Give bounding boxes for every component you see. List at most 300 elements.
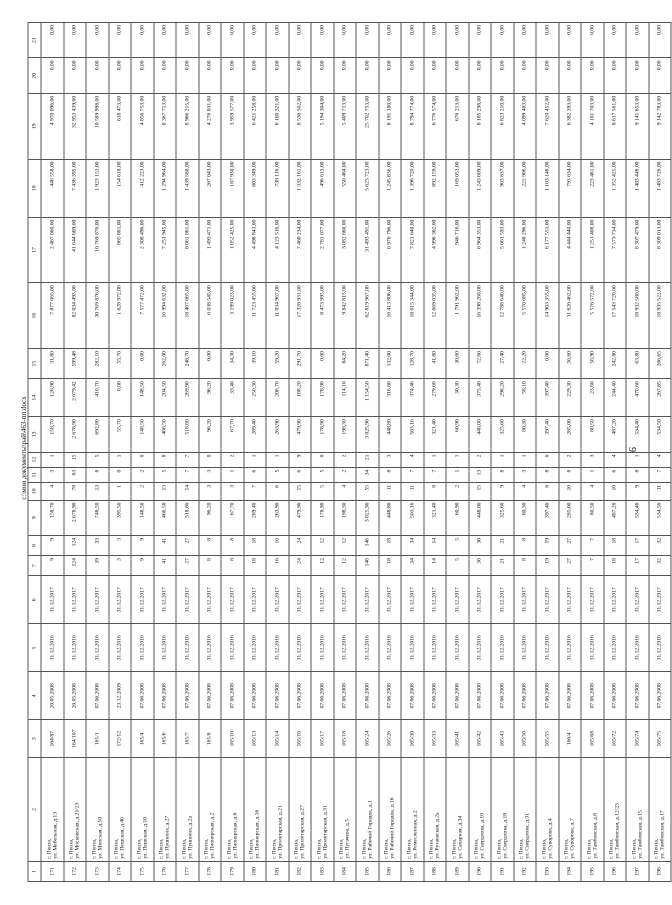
- table-cell: 178,90: [311, 417, 334, 452]
- column-header: 17: [28, 217, 41, 283]
- table-cell: 31.12.2016: [244, 624, 267, 672]
- table-cell: 397,40: [536, 417, 559, 452]
- table-cell: 7 573 734,00: [604, 217, 627, 283]
- table-cell: 0,00: [266, 23, 289, 59]
- table-cell: 4: [581, 482, 604, 500]
- table-cell: 4 101 703,00: [581, 93, 604, 159]
- table-cell: 124: [64, 535, 87, 555]
- table-cell: 31,80: [41, 349, 64, 379]
- table-cell: 1 332 161,00: [289, 159, 312, 217]
- table-cell: 30: [469, 556, 492, 576]
- table-cell: 165/68: [581, 720, 604, 758]
- table-cell: 187: [401, 861, 424, 881]
- table-cell: 5: [446, 535, 469, 555]
- table-cell: 1 251 408,00: [581, 217, 604, 283]
- table-row: [604, 23, 627, 882]
- table-cell: 2 678,90: [64, 417, 87, 452]
- table-cell: 80,50: [581, 500, 604, 535]
- table-cell: 27: [559, 535, 582, 555]
- column-header: 4: [28, 672, 41, 720]
- table-cell: 325,60: [491, 417, 514, 452]
- table-cell: 31.12.2017: [64, 576, 87, 624]
- table-cell: 07.06.2008: [289, 672, 312, 720]
- table-cell: 5 409 713,00: [334, 93, 357, 159]
- table-cell: 39,10: [244, 349, 267, 379]
- table-cell: 479,90: [289, 417, 312, 452]
- table-cell: 1: [424, 452, 447, 467]
- table-cell: 289,40: [244, 500, 267, 535]
- table-cell: 1 439 580,00: [176, 159, 199, 217]
- table-cell: 395,50: [109, 500, 132, 535]
- table-cell: 0,00: [199, 58, 222, 93]
- table-cell: 1: [581, 467, 604, 482]
- table-cell: 31.12.2016: [221, 624, 244, 672]
- table-cell: 470,60: [626, 379, 649, 417]
- table-cell: 31.12.2017: [109, 576, 132, 624]
- table-cell: 12 669 035,00: [424, 283, 447, 349]
- table-cell: 5: [311, 482, 334, 500]
- table-cell: 31.12.2016: [581, 624, 604, 672]
- table-cell: 9: [41, 535, 64, 555]
- address-cell: г. Пенза, ул. Мебельная, д.13: [41, 758, 64, 862]
- table-cell: 18: [379, 556, 402, 576]
- table-row: [649, 23, 672, 882]
- table-cell: 466,50: [154, 417, 177, 452]
- column-header: 12: [28, 452, 41, 467]
- table-cell: 0,00: [626, 58, 649, 93]
- table-cell: 374,46: [401, 379, 424, 417]
- address-cell: г. Пенза, ул. Рабочий Городок, д.1: [356, 758, 379, 862]
- table-cell: 4 996 302,00: [424, 217, 447, 283]
- table-cell: 72,60: [469, 349, 492, 379]
- table-cell: 0,00: [469, 23, 492, 59]
- table-cell: 262,00: [154, 349, 177, 379]
- table-cell: 31.12.2016: [266, 624, 289, 672]
- table-cell: 206,70: [266, 379, 289, 417]
- table-cell: 78: [64, 482, 87, 500]
- table-cell: 18 015 344,00: [401, 283, 424, 349]
- table-cell: 0,00: [401, 58, 424, 93]
- table-cell: 185: [356, 861, 379, 881]
- table-cell: 172: [64, 861, 87, 881]
- table-cell: 178,90: [311, 500, 334, 535]
- table-cell: 182: [289, 861, 312, 881]
- table-cell: 5 576 572,00: [581, 283, 604, 349]
- table-cell: 165/50: [514, 720, 537, 758]
- table-cell: 1 352 425,00: [604, 159, 627, 217]
- table-cell: 13: [154, 482, 177, 500]
- table-cell: 10 589 998,00: [86, 93, 109, 159]
- table-cell: 07.06.2008: [131, 672, 154, 720]
- table-cell: 0,00: [221, 58, 244, 93]
- table-cell: 114,10: [334, 379, 357, 417]
- table-cell: 194: [559, 861, 582, 881]
- table-cell: 9: [131, 556, 154, 576]
- table-cell: 41,80: [424, 349, 447, 379]
- table-cell: 618 473,00: [109, 93, 132, 159]
- table-cell: 6 177 553,00: [536, 217, 559, 283]
- table-cell: 165/55: [536, 720, 559, 758]
- table-cell: 55: [356, 482, 379, 500]
- table-cell: 31.12.2016: [604, 624, 627, 672]
- table-cell: 487,20: [604, 500, 627, 535]
- table-row: [154, 23, 177, 882]
- table-cell: 30: [469, 535, 492, 555]
- table-cell: 11 034 967,00: [266, 283, 289, 349]
- table-cell: 229,30: [559, 379, 582, 417]
- table-row: [64, 23, 87, 882]
- table-cell: 165/72: [604, 720, 627, 758]
- table-cell: 7 460 234,00: [289, 217, 312, 283]
- table-cell: 67,70: [221, 500, 244, 535]
- table-cell: 550 464,00: [334, 159, 357, 217]
- table-cell: 8: [221, 556, 244, 576]
- table-row: [266, 23, 289, 882]
- table-cell: 5 570 685,00: [514, 283, 537, 349]
- table-cell: 07.06.2008: [469, 672, 492, 720]
- table-cell: 198,30: [334, 417, 357, 452]
- table-cell: 154 618,00: [109, 159, 132, 217]
- table-cell: 180: [244, 861, 267, 881]
- column-header: 2: [28, 758, 41, 862]
- table-cell: 9 141 653,00: [626, 93, 649, 159]
- column-header: 7: [28, 556, 41, 576]
- table-cell: 267,85: [649, 379, 672, 417]
- address-cell: г. Пенза, ул. Пролетарская, д.31: [311, 758, 334, 862]
- address-cell: г. Пенза, ул. Свердлова, д.31: [514, 758, 537, 862]
- table-cell: 8: [514, 556, 537, 576]
- column-header: 16: [28, 283, 41, 349]
- table-cell: 31.12.2017: [626, 576, 649, 624]
- table-cell: 448,00: [469, 417, 492, 452]
- table-cell: 30 769 876,00: [86, 283, 109, 349]
- table-cell: 0,00: [536, 349, 559, 379]
- table-cell: 31 493 491,00: [356, 217, 379, 283]
- table-cell: 148,50: [131, 500, 154, 535]
- table-cell: 3: [109, 556, 132, 576]
- table-cell: 27: [176, 556, 199, 576]
- table-cell: 2 467 060,00: [41, 217, 64, 283]
- table-cell: 171: [41, 861, 64, 881]
- table-cell: 31.12.2017: [559, 576, 582, 624]
- table-cell: 8: [154, 452, 177, 467]
- address-cell: г. Пенза, ул. Пролетарская, д.27: [289, 758, 312, 862]
- table-cell: 0,00: [131, 349, 154, 379]
- table-cell: 07.06.2008: [86, 672, 109, 720]
- table-cell: 5 623 723,00: [356, 159, 379, 217]
- table-cell: 6: [266, 482, 289, 500]
- table-cell: 31.12.2017: [289, 576, 312, 624]
- table-cell: 9: [41, 556, 64, 576]
- table-cell: 31.12.2017: [311, 576, 334, 624]
- table-cell: 14: [424, 556, 447, 576]
- table-cell: 41: [154, 556, 177, 576]
- table-cell: 176: [154, 861, 177, 881]
- table-cell: 12: [311, 556, 334, 576]
- table-cell: 11 723 455,00: [244, 283, 267, 349]
- table-cell: 4 498 843,00: [244, 217, 267, 283]
- address-cell: г. Пенза, ул. Пешская, д.46: [109, 758, 132, 862]
- address-cell: г. Пенза, ул. Сахарная, д.34: [446, 758, 469, 862]
- table-row: [86, 23, 109, 882]
- table-cell: 8: [536, 467, 559, 482]
- table-row: [176, 23, 199, 882]
- table-cell: 07.06.2008: [379, 672, 402, 720]
- table-cell: 164/107: [64, 720, 87, 758]
- table-cell: 1: [221, 467, 244, 482]
- table-cell: 31.12.2016: [64, 624, 87, 672]
- table-cell: 31.12.2016: [626, 624, 649, 672]
- table-cell: 0,00: [559, 58, 582, 93]
- table-cell: 8: [424, 482, 447, 500]
- table-cell: 31.12.2017: [469, 576, 492, 624]
- table-cell: 80,30: [514, 417, 537, 452]
- table-cell: 7: [401, 467, 424, 482]
- table-cell: 2: [131, 467, 154, 482]
- table-row: [469, 23, 492, 882]
- table-cell: 1 923 153,00: [86, 159, 109, 217]
- table-cell: 0,00: [109, 58, 132, 93]
- table-cell: 190: [469, 861, 492, 881]
- table-cell: 4: [604, 452, 627, 467]
- table-cell: 375,40: [469, 379, 492, 417]
- table-cell: 10: [604, 482, 627, 500]
- table-cell: 0,00: [131, 58, 154, 93]
- column-header: 11: [28, 467, 41, 482]
- table-cell: 63: [64, 467, 87, 482]
- table-cell: 269,90: [176, 379, 199, 417]
- table-cell: 8: [559, 467, 582, 482]
- table-cell: 0: [311, 452, 334, 467]
- table-cell: 31.12.2017: [649, 576, 672, 624]
- table-cell: 5: [311, 467, 334, 482]
- table-cell: 18: [379, 535, 402, 555]
- table-cell: 0,00: [221, 23, 244, 59]
- table-cell: 07.06.2008: [334, 672, 357, 720]
- table-cell: 0,00: [109, 379, 132, 417]
- table-cell: 148,50: [131, 417, 154, 452]
- table-body: [41, 23, 671, 882]
- table-cell: 31.12.2016: [154, 624, 177, 672]
- address-cell: г. Пенза, ул. Пионерская, д.16: [244, 758, 267, 862]
- table-cell: 15: [289, 482, 312, 500]
- table-cell: 31.12.2017: [514, 576, 537, 624]
- table-cell: 13: [86, 482, 109, 500]
- table-cell: 1 103 148,00: [536, 159, 559, 217]
- table-cell: 19: [536, 535, 559, 555]
- table-cell: 1: [266, 452, 289, 467]
- table-cell: 0,00: [356, 23, 379, 59]
- table-cell: 0,00: [649, 23, 672, 59]
- table-cell: 0,00: [154, 58, 177, 93]
- table-cell: 7 821 640,00: [401, 217, 424, 283]
- table-cell: 31.12.2017: [41, 576, 64, 624]
- table-cell: 24: [289, 556, 312, 576]
- table-cell: 18: [244, 556, 267, 576]
- table-cell: 16 398 260,00: [469, 283, 492, 349]
- header-row: [28, 23, 41, 882]
- table-cell: 198,30: [334, 500, 357, 535]
- table-cell: 198: [649, 861, 672, 881]
- table-cell: 165/4: [131, 720, 154, 758]
- table-cell: 7 877 665,00: [41, 283, 64, 349]
- table-cell: 12 788 640,00: [491, 283, 514, 349]
- table-cell: 325,60: [491, 500, 514, 535]
- rotated-table-container: [28, 22, 666, 882]
- table-cell: 0,00: [131, 23, 154, 59]
- table-cell: 11 626 462,00: [559, 283, 582, 349]
- table-cell: 9: [491, 482, 514, 500]
- table-cell: 871,40: [356, 349, 379, 379]
- table-cell: 165/41: [446, 720, 469, 758]
- table-cell: 187 930,00: [221, 159, 244, 217]
- table-cell: 4: [649, 452, 672, 467]
- table-cell: 3: [379, 452, 402, 467]
- table-cell: 31.12.2017: [424, 576, 447, 624]
- table-cell: 146: [356, 535, 379, 555]
- table-cell: 1: [244, 452, 267, 467]
- table-cell: 1 248 296,00: [514, 217, 537, 283]
- table-cell: 8: [199, 556, 222, 576]
- table-row: [491, 23, 514, 882]
- table-cell: 17 328 931,00: [289, 283, 312, 349]
- table-cell: 31.12.2017: [266, 576, 289, 624]
- table-cell: 1 243 609,00: [469, 159, 492, 217]
- table-cell: 41: [154, 535, 177, 555]
- table-cell: 16: [266, 556, 289, 576]
- table-cell: 31.12.2017: [176, 576, 199, 624]
- table-cell: 8 185 298,00: [469, 93, 492, 159]
- table-cell: 2 781 077,00: [311, 217, 334, 283]
- table-cell: 18 467 665,00: [176, 283, 199, 349]
- table-cell: 84,20: [334, 349, 357, 379]
- table-cell: 31.12.2017: [491, 576, 514, 624]
- table-cell: 3: [199, 467, 222, 482]
- table-cell: 298,20: [491, 379, 514, 417]
- table-cell: 165/16: [289, 720, 312, 758]
- table-cell: 34: [401, 556, 424, 576]
- table-cell: 192: [514, 861, 537, 881]
- table-cell: 0,00: [311, 23, 334, 59]
- table-cell: 6 776 574,00: [424, 93, 447, 159]
- table-cell: 1 628 972,00: [109, 283, 132, 349]
- table-cell: 146: [356, 556, 379, 576]
- table-cell: 165/8: [199, 720, 222, 758]
- table-row: [424, 23, 447, 882]
- table-cell: 07.06.2008: [154, 672, 177, 720]
- address-cell: г. Пенза, ул. Свердлова, д.10: [469, 758, 492, 862]
- table-cell: 31.12.2016: [469, 624, 492, 672]
- address-cell: г. Пенза, ул. Свердлова, д.18: [491, 758, 514, 862]
- table-cell: 13: [469, 467, 492, 482]
- table-cell: 1 493 471,00: [199, 217, 222, 283]
- table-row: [311, 23, 334, 882]
- table-cell: 1 052 425,00: [221, 217, 244, 283]
- table-cell: 96,20: [199, 379, 222, 417]
- table-cell: 11: [401, 482, 424, 500]
- table-cell: 177: [176, 861, 199, 881]
- table-cell: 1: [41, 452, 64, 467]
- table-cell: 22,20: [514, 349, 537, 379]
- table-cell: 8: [221, 535, 244, 555]
- address-cell: г. Пенза, ул. Пешская, д.10: [131, 758, 154, 862]
- table-cell: 179: [221, 861, 244, 881]
- table-cell: 164/87: [41, 720, 64, 758]
- table-cell: 316,80: [379, 379, 402, 417]
- table-cell: 7: [176, 452, 199, 467]
- table-cell: 62 819 967,00: [356, 283, 379, 349]
- address-cell: г. Пенза, ул. Московская, д.21/23: [64, 758, 87, 862]
- table-row: [379, 23, 402, 882]
- table-cell: 15: [469, 482, 492, 500]
- table-cell: 07.06.2008: [446, 672, 469, 720]
- table-cell: 0,00: [356, 58, 379, 93]
- column-header: 20: [28, 58, 41, 93]
- table-cell: 6 823 210,00: [491, 93, 514, 159]
- table-cell: 397,40: [536, 379, 559, 417]
- table-cell: 4 099 483,00: [514, 93, 537, 159]
- table-cell: 31.12.2016: [311, 624, 334, 672]
- table-cell: 8 367 713,00: [154, 93, 177, 159]
- table-cell: 07.06.2008: [401, 672, 424, 720]
- table-cell: 31.12.2016: [424, 624, 447, 672]
- table-cell: 197: [626, 861, 649, 881]
- table-cell: 20.05.2008: [64, 672, 87, 720]
- table-cell: 10: [559, 482, 582, 500]
- table-cell: 24: [289, 535, 312, 555]
- table-cell: 412 223,00: [131, 159, 154, 217]
- table-cell: 165/13: [244, 720, 267, 758]
- table-cell: 165/7: [176, 720, 199, 758]
- table-cell: 27: [559, 556, 582, 576]
- table-cell: 3 025,90: [356, 417, 379, 452]
- table-cell: 204,50: [154, 379, 177, 417]
- table-cell: 55,70: [109, 349, 132, 379]
- table-cell: 6 976 796,00: [379, 217, 402, 283]
- table-cell: 31.12.2016: [199, 624, 222, 672]
- table-cell: 503,16: [401, 417, 424, 452]
- table-cell: 80,50: [581, 417, 604, 452]
- table-cell: 1 245 836,00: [379, 159, 402, 217]
- table-cell: 21: [356, 452, 379, 467]
- table-cell: 31.12.2016: [379, 624, 402, 672]
- table-cell: 5: [446, 556, 469, 576]
- table-cell: 8 617 561,00: [604, 93, 627, 159]
- table-cell: 3 199 023,00: [221, 283, 244, 349]
- table-cell: 1 483 448,00: [626, 159, 649, 217]
- table-cell: 0,00: [199, 23, 222, 59]
- table-cell: 9: [626, 482, 649, 500]
- table-row: [401, 23, 424, 882]
- column-header: 6: [28, 576, 41, 624]
- table-cell: 132,00: [379, 349, 402, 379]
- table-cell: 0,00: [379, 58, 402, 93]
- column-header: 1: [28, 861, 41, 881]
- table-cell: 30,60: [446, 349, 469, 379]
- table-cell: 0,00: [649, 58, 672, 93]
- table-cell: 4: [334, 482, 357, 500]
- table-cell: 8 061 861,00: [176, 217, 199, 283]
- table-cell: 7: [424, 467, 447, 482]
- column-header: 3: [28, 720, 41, 758]
- table-row: [221, 23, 244, 882]
- table-cell: 6: [244, 467, 267, 482]
- table-cell: 16 994 632,00: [154, 283, 177, 349]
- table-cell: 448,00: [469, 500, 492, 535]
- table-cell: 242,80: [604, 349, 627, 379]
- table-cell: 466,50: [154, 500, 177, 535]
- table-cell: 56,90: [581, 349, 604, 379]
